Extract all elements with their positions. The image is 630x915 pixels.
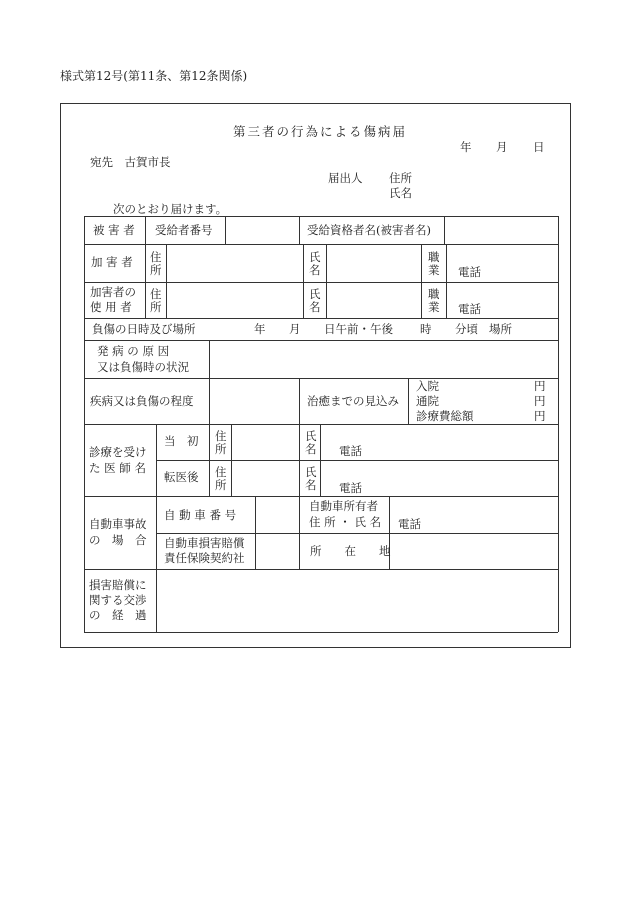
negotiation-label-line3: の 経 過 xyxy=(89,608,147,622)
initial-name-char2: 名 xyxy=(305,442,317,456)
hospitalization-label: 入院 xyxy=(416,379,439,393)
emp-address-char1: 住 xyxy=(150,287,162,301)
insurance-label-line2: 責任保険契約社 xyxy=(164,551,245,565)
car-owner-phone-label: 電話 xyxy=(398,517,421,531)
accident-label-line1: 自動車事故 xyxy=(89,517,147,531)
form-title: 第三者の行為による傷病届 xyxy=(233,124,408,139)
hospitalization-yen: 円 xyxy=(534,379,546,393)
date-month: 月 xyxy=(496,140,508,154)
initial-doctor-label: 当 初 xyxy=(164,434,199,448)
injury-year-label: 年 xyxy=(254,322,266,336)
injury-minute-label: 分頃 xyxy=(455,322,478,336)
negotiation-label-line1: 損害賠償に xyxy=(89,578,147,592)
insurance-label-line1: 自動車損害賠償 xyxy=(164,536,245,550)
transfer-name-char1: 氏 xyxy=(305,465,317,479)
cause-label-line2: 又は負傷時の状況 xyxy=(97,360,189,374)
recipient-number-label: 受給者番号 xyxy=(155,223,213,237)
injury-datetime-label: 負傷の日時及び場所 xyxy=(92,322,196,336)
injury-hour-label: 時 xyxy=(420,322,432,336)
initial-address-char1: 住 xyxy=(215,429,227,443)
transfer-address-char2: 所 xyxy=(215,478,227,492)
emp-phone-label: 電話 xyxy=(458,302,481,316)
date-day: 日 xyxy=(533,140,545,154)
form-number: 様式第12号(第11条、第12条関係) xyxy=(60,69,248,83)
date-year: 年 xyxy=(460,140,472,154)
perp-name-char2: 名 xyxy=(309,263,321,277)
car-number-label: 自 動 車 番 号 xyxy=(164,508,237,522)
transfer-name-char2: 名 xyxy=(305,478,317,492)
victim-label: 被 害 者 xyxy=(93,223,135,237)
perpetrator-label: 加 害 者 xyxy=(91,255,133,269)
negotiation-label-line2: 関する交渉 xyxy=(89,593,147,607)
notifier-address-label: 住所 xyxy=(389,171,412,185)
car-owner-label-line2: 住 所 ・ 氏 名 xyxy=(309,515,382,529)
total-fee-yen: 円 xyxy=(534,409,546,423)
perp-address-char1: 住 xyxy=(150,250,162,264)
accident-label-line2: の 場 合 xyxy=(89,533,147,547)
recovery-label: 治癒までの見込み xyxy=(307,394,399,408)
cause-label-line1: 発 病 の 原 因 xyxy=(97,344,170,358)
transfer-address-char1: 住 xyxy=(215,465,227,479)
notifier-label: 届出人 xyxy=(328,171,363,185)
total-fee-label: 診療費総額 xyxy=(416,409,474,423)
car-owner-label-line1: 自動車所有者 xyxy=(309,499,378,513)
injury-place-label: 場所 xyxy=(489,322,512,336)
perp-job-char1: 職 xyxy=(428,250,440,264)
intro-text: 次のとおり届けます。 xyxy=(113,202,228,216)
perp-name-char1: 氏 xyxy=(309,250,321,264)
emp-job-char2: 業 xyxy=(428,300,440,314)
initial-phone-label: 電話 xyxy=(339,444,362,458)
notifier-name-label: 氏名 xyxy=(389,186,412,200)
outpatient-label: 通院 xyxy=(416,394,439,408)
initial-address-char2: 所 xyxy=(215,442,227,456)
emp-address-char2: 所 xyxy=(150,300,162,314)
injury-day-ampm-label: 日午前・午後 xyxy=(324,322,393,336)
qualified-name-label: 受給資格者名(被害者名) xyxy=(307,223,431,237)
severity-label: 疾病又は負傷の程度 xyxy=(90,394,194,408)
form-frame xyxy=(60,103,571,648)
transfer-phone-label: 電話 xyxy=(339,481,362,495)
emp-name-char2: 名 xyxy=(309,300,321,314)
employer-label-line2: 使 用 者 xyxy=(90,300,132,314)
emp-job-char1: 職 xyxy=(428,287,440,301)
perp-phone-label: 電話 xyxy=(458,265,481,279)
addressee: 宛先 古賀市長 xyxy=(90,155,171,169)
insurance-location-label: 所 在 地 xyxy=(310,544,391,558)
employer-label-line1: 加害者の xyxy=(90,285,136,299)
perp-job-char2: 業 xyxy=(428,263,440,277)
outpatient-yen: 円 xyxy=(534,394,546,408)
emp-name-char1: 氏 xyxy=(309,287,321,301)
injury-month-label: 月 xyxy=(289,322,301,336)
doctor-label-line2: た 医 師 名 xyxy=(89,461,146,475)
transfer-doctor-label: 転医後 xyxy=(164,470,199,484)
initial-name-char1: 氏 xyxy=(305,429,317,443)
perp-address-char2: 所 xyxy=(150,263,162,277)
doctor-label-line1: 診療を受け xyxy=(89,445,147,459)
